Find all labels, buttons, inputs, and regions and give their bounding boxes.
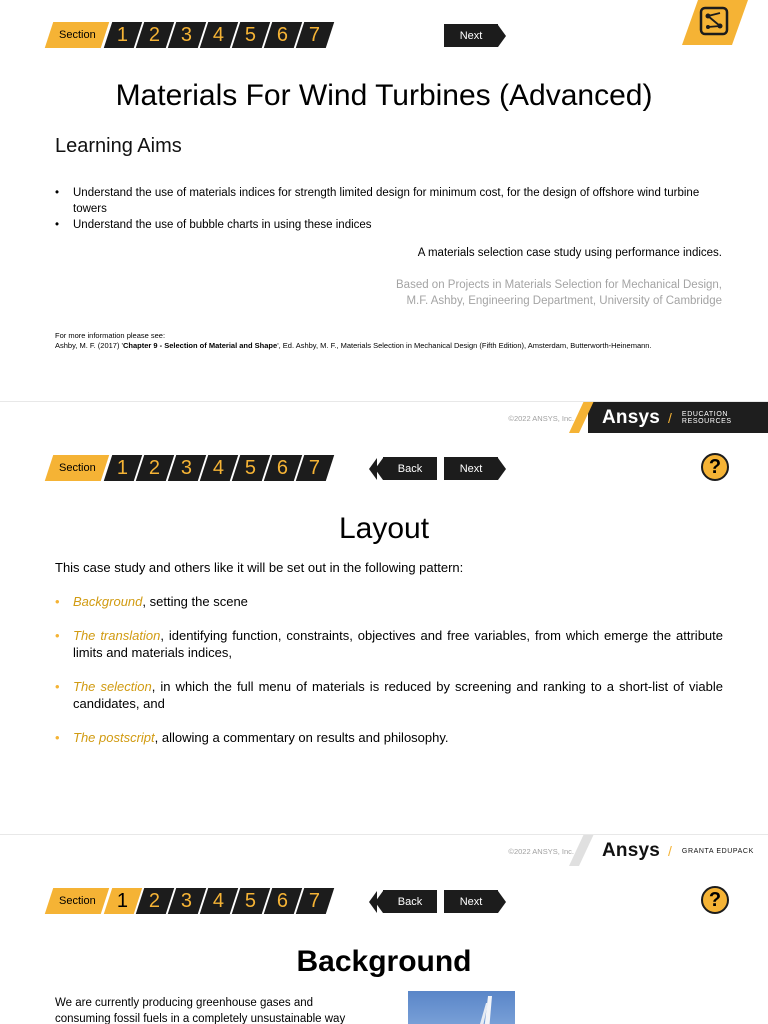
section-nav — [49, 455, 332, 481]
next-label: Next — [444, 24, 498, 47]
aims-list — [55, 185, 723, 233]
item-text: , setting the scene — [142, 594, 248, 609]
turbine-icon — [408, 991, 515, 1024]
section-number: 5 — [245, 456, 257, 479]
ansys-wordmark: Ansys — [602, 407, 661, 428]
section-number: 7 — [309, 889, 321, 912]
chevron-left-icon — [375, 891, 383, 913]
section-label-tab — [45, 22, 109, 48]
item-text: , in which the full menu of materials is reduced by screening and ranking to a short-list of viable candidates, and — [73, 679, 723, 711]
item-keyword: Background — [73, 594, 143, 609]
section-7-button[interactable] — [296, 888, 334, 914]
section-label: Section — [58, 29, 96, 41]
logo-separator: / — [668, 843, 672, 859]
learning-aims-heading: Learning Aims — [55, 135, 182, 157]
footer — [0, 834, 768, 866]
section-number: 7 — [309, 23, 321, 46]
section-number: 5 — [245, 889, 257, 912]
item-text: , allowing a commentary on results and philosophy. — [154, 730, 449, 745]
list-item — [55, 593, 723, 610]
section-number: 4 — [213, 23, 225, 46]
next-button[interactable] — [444, 890, 506, 913]
ansys-wordmark: Ansys — [602, 840, 661, 861]
ref-chapter: Chapter 9 - Selection of Material and Shape — [122, 341, 278, 350]
background-body — [55, 995, 357, 1024]
next-button[interactable] — [444, 24, 506, 47]
back-button[interactable] — [369, 890, 437, 913]
case-study-note: A materials selection case study using performance indices. — [417, 247, 722, 259]
section-number: 6 — [277, 889, 289, 912]
aim-item: • Understand the use of materials indices for strength limited design for minimum cost, for the design of offshore wind turbine towers — [55, 185, 723, 217]
item-keyword: The selection — [73, 679, 152, 694]
pattern-list — [55, 593, 723, 763]
section-7-button[interactable] — [296, 455, 334, 481]
next-label: Next — [444, 457, 498, 480]
section-number: 1 — [117, 456, 129, 479]
section-label: Section — [58, 895, 96, 907]
more-info-label: For more information please see: — [55, 331, 166, 340]
next-button[interactable] — [444, 457, 506, 480]
section-number: 2 — [149, 23, 161, 46]
back-label: Back — [383, 457, 437, 480]
section-label: Section — [58, 462, 96, 474]
ref-suffix: ', Ed. Ashby, M. F., Materials Selection in Mechanical Design (Fifth Edition), Amsterdam, Butterworth-Heinemann. — [277, 341, 652, 350]
body-line: consuming fossil fuels in a completely unsustainable way — [55, 1013, 346, 1024]
ansys-logo — [588, 402, 768, 433]
section-number: 3 — [181, 889, 193, 912]
credit-line: Based on Projects in Materials Selection for Mechanical Design, — [396, 279, 722, 291]
granta-logo-icon — [682, 0, 748, 45]
slide-title: Layout — [338, 512, 430, 545]
credit-line: M.F. Ashby, Engineering Department, University of Cambridge — [406, 295, 722, 307]
ref-prefix: Ashby, M. F. (2017) ' — [55, 341, 123, 350]
back-label: Back — [383, 890, 437, 913]
aim-item: • Understand the use of bubble charts in using these indices — [55, 217, 723, 233]
reference-note — [55, 331, 735, 351]
ansys-logo — [588, 835, 768, 866]
slide-title: Background — [296, 945, 472, 978]
help-icon[interactable]: ? — [701, 453, 729, 481]
wind-turbine-photo — [408, 991, 515, 1024]
item-keyword: The translation — [73, 628, 161, 643]
section-nav — [49, 22, 332, 48]
reference-citation — [55, 341, 735, 351]
slide-title: Materials For Wind Turbines (Advanced) — [115, 79, 653, 112]
body-line: We are currently producing greenhouse gases and — [55, 997, 314, 1009]
chevron-left-icon — [375, 458, 383, 480]
section-number: 2 — [149, 456, 161, 479]
section-number: 1 — [117, 23, 129, 46]
next-label: Next — [444, 890, 498, 913]
section-number: 3 — [181, 456, 193, 479]
section-number: 6 — [277, 23, 289, 46]
footer — [0, 401, 768, 433]
slide-background — [0, 866, 768, 1024]
section-label-tab — [45, 888, 109, 914]
copyright: ©2022 ANSYS, Inc. — [508, 847, 574, 856]
section-number: 2 — [149, 889, 161, 912]
chevron-right-icon — [498, 458, 506, 480]
item-text: , identifying function, constraints, objectives and free variables, from which emerge the attribute limits and materials indices, — [73, 628, 723, 660]
section-number: 1 — [117, 889, 129, 912]
section-number: 6 — [277, 456, 289, 479]
slide-learning-aims — [0, 0, 768, 433]
section-number: 5 — [245, 23, 257, 46]
logo-separator: / — [668, 410, 672, 426]
chevron-right-icon — [498, 891, 506, 913]
section-number: 4 — [213, 889, 225, 912]
list-item — [55, 627, 723, 661]
back-button[interactable] — [369, 457, 437, 480]
section-number: 3 — [181, 23, 193, 46]
logo-tagline: EDUCATION RESOURCES — [681, 411, 732, 425]
based-on-credit — [396, 277, 722, 309]
section-number: 7 — [309, 456, 321, 479]
intro-text: This case study and others like it will be set out in the following pattern: — [55, 560, 464, 575]
slide-layout — [0, 433, 768, 866]
section-nav — [49, 888, 332, 914]
item-keyword: The postscript — [73, 730, 155, 745]
copyright: ©2022 ANSYS, Inc. — [508, 414, 574, 423]
section-label-tab — [45, 455, 109, 481]
help-icon[interactable]: ? — [701, 886, 729, 914]
list-item — [55, 729, 723, 746]
list-item — [55, 678, 723, 712]
section-7-button[interactable] — [296, 22, 334, 48]
logo-tagline: GRANTA EDUPACK — [681, 847, 754, 855]
chevron-right-icon — [498, 25, 506, 47]
section-number: 4 — [213, 456, 225, 479]
